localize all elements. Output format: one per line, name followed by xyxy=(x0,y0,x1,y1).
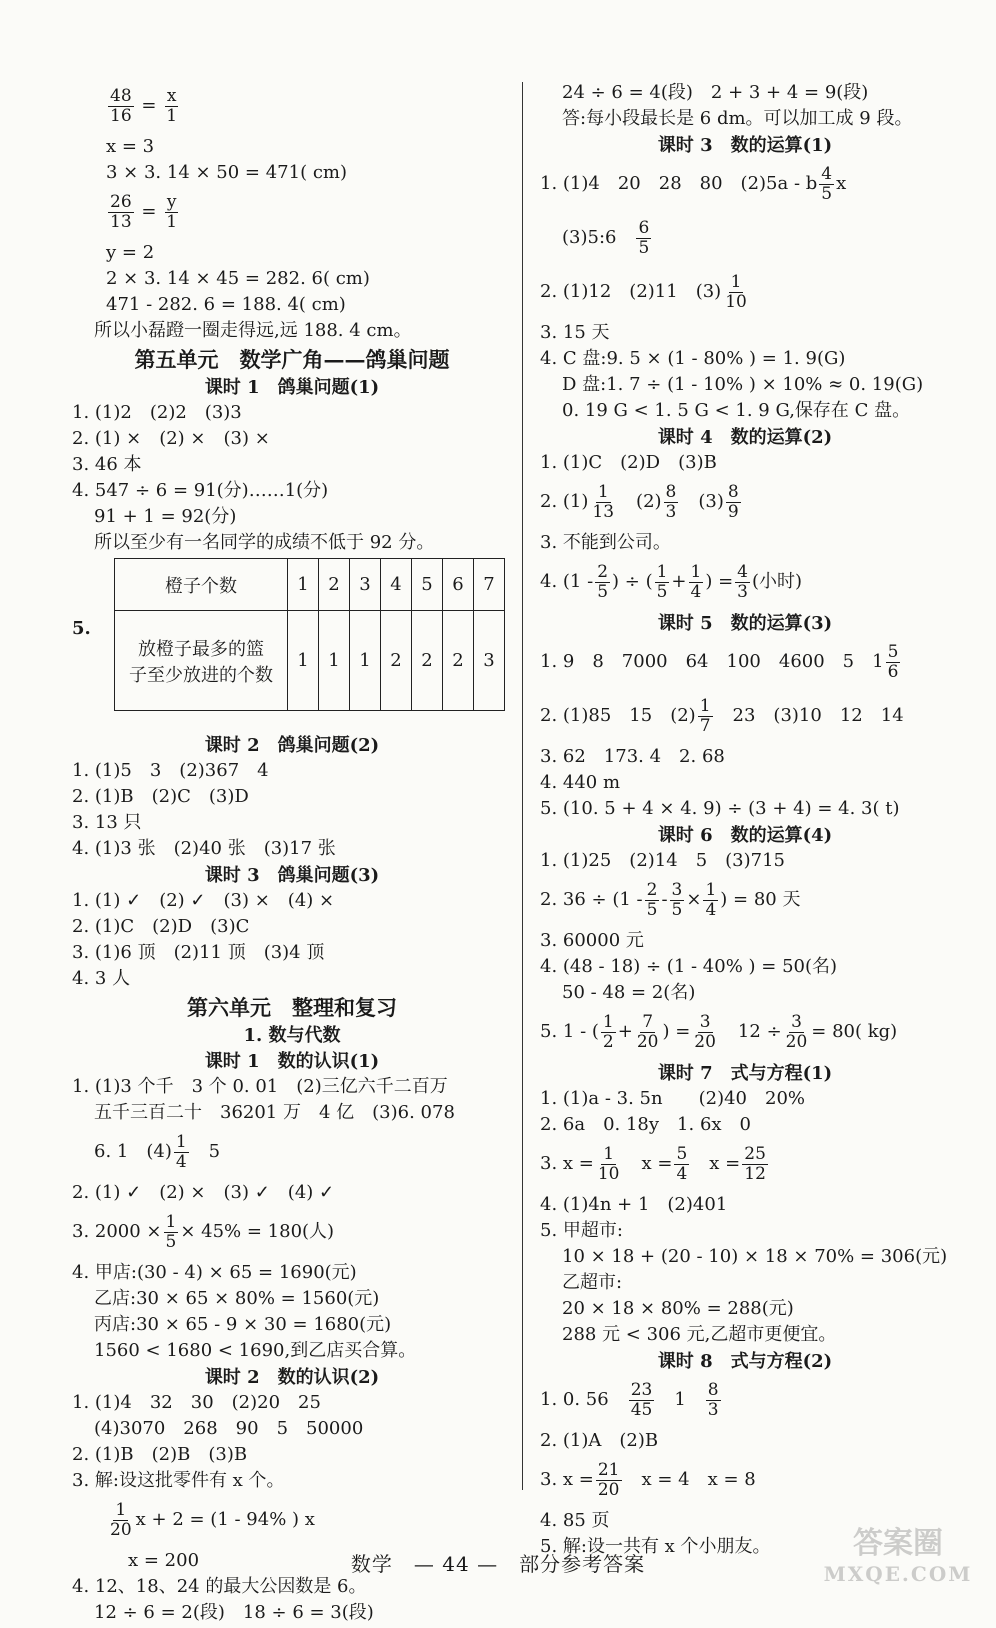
answer-line: 乙超市: xyxy=(562,1272,623,1293)
answer-line: y = 2 xyxy=(106,242,155,263)
table-row xyxy=(115,559,505,611)
answer-line: 5. 1 - ( $\frac{1}{2}$ + $\frac{7}{20}$ ) = $\frac{3}{20}$ 12 ÷ $\frac{3}{20}$ = 80( kg) xyxy=(540,1011,898,1052)
answer-line: D 盘:1. 7 ÷ (1 - 10% ) × 10% ≈ 0. 19(G) xyxy=(562,374,924,395)
table-cell: 1 xyxy=(288,559,319,611)
table-header-cell: 放橙子最多的篮 子至少放进的个数 xyxy=(115,611,288,711)
answer-line: 5. (10. 5 + 4 × 4. 9) ÷ (3 + 4) = 4. 3( t) xyxy=(540,798,900,819)
table-cell: 2 xyxy=(443,611,474,711)
proportion-line-2: $\frac{26}{13}$ = $\frac{y}{1}$ xyxy=(110,191,178,232)
answer-line: 2. (1) $\frac{1}{13}$ (2) $\frac{8}{3}$ (3) $\frac{8}{9}$ xyxy=(540,481,739,522)
answer-line: 4. 甲店:(30 - 4) × 65 = 1690(元) xyxy=(72,1262,357,1283)
proportion-line-1: $\frac{48}{16}$ = $\frac{x}{1}$ xyxy=(110,85,178,126)
answer-line: (4)3070 268 90 5 50000 xyxy=(94,1418,364,1439)
answer-line: 3. 解:设这批零件有 x 个。 xyxy=(72,1470,285,1491)
page-footer: 数学 — 44 — 部分参考答案 xyxy=(350,1552,646,1576)
answer-line: 4. (1 - $\frac{2}{5}$ ) ÷ ( $\frac{1}{5}$ + $\frac{1}{4}$ ) = $\frac{4}{3}$ (小时) xyxy=(540,561,803,602)
left-column xyxy=(72,82,512,1628)
answer-line: 1. (1) ✓ (2) ✓ (3) × (4) × xyxy=(72,890,335,911)
lesson-title: 课时 1 数的认识(1) xyxy=(204,1051,380,1072)
answer-line: 2. (1)85 15 (2) $\frac{1}{7}$ 23 (3)10 12 14 xyxy=(540,695,904,736)
table-header-cell: 橙子个数 xyxy=(115,559,288,611)
answer-table-block xyxy=(72,558,512,726)
answer-line: 1. (1)C (2)D (3)B xyxy=(540,452,717,473)
watermark-logo: 答案圈 MXQE.COM xyxy=(823,1526,973,1586)
table-cell: 2 xyxy=(381,611,412,711)
lesson-title: 课时 6 数的运算(4) xyxy=(657,825,833,846)
table-cell: 2 xyxy=(319,559,350,611)
answer-line: 3. x = $\frac{21}{20}$ x = 4 x = 8 xyxy=(540,1459,756,1500)
answer-line: 所以小磊蹬一圈走得远,远 188. 4 cm。 xyxy=(94,320,412,341)
answer-line: 3. 60000 元 xyxy=(540,930,644,951)
orange-basket-table xyxy=(114,558,505,711)
answer-line: 1560 < 1680 < 1690,到乙店买合算。 xyxy=(94,1340,417,1361)
answer-line: 91 + 1 = 92(分) xyxy=(94,506,237,527)
table-cell: 5 xyxy=(412,559,443,611)
answer-line: 471 - 282. 6 = 188. 4( cm) xyxy=(106,294,346,315)
table-cell: 1 xyxy=(288,611,319,711)
answer-line: 乙店:30 × 65 × 80% = 1560(元) xyxy=(94,1288,380,1309)
column-divider xyxy=(522,82,523,1490)
answer-line: 2 × 3. 14 × 45 = 282. 6( cm) xyxy=(106,268,370,289)
answer-line: 2. (1)C (2)D (3)C xyxy=(72,916,250,937)
answer-line: (3)5:6 $\frac{6}{5}$ xyxy=(562,217,650,258)
answer-line: 4. 85 页 xyxy=(540,1510,610,1531)
table-cell: 7 xyxy=(474,559,505,611)
answer-line: 2. (1)B (2)B (3)B xyxy=(72,1444,248,1465)
answer-line: 4. (48 - 18) ÷ (1 - 40% ) = 50(名) xyxy=(540,956,838,977)
lesson-title: 课时 2 鸽巢问题(2) xyxy=(204,735,380,756)
answer-line: 2. (1) × (2) × (3) × xyxy=(72,428,270,449)
lesson-title: 课时 7 式与方程(1) xyxy=(657,1063,833,1084)
answer-line: 答:每小段最长是 6 dm。可以加工成 9 段。 xyxy=(562,108,913,129)
answer-line: 3. 62 173. 4 2. 68 xyxy=(540,746,725,767)
answer-line: 2. 6a 0. 18y 1. 6x 0 xyxy=(540,1114,751,1135)
answer-line: 4. 12、18、24 的最大公因数是 6。 xyxy=(72,1576,367,1597)
answer-line: 6. 1 (4) $\frac{1}{4}$ 5 xyxy=(94,1131,221,1172)
unit-title: 第五单元 数学广角——鸽巢问题 xyxy=(134,347,450,372)
answer-line: 4. C 盘:9. 5 × (1 - 80% ) = 1. 9(G) xyxy=(540,348,846,369)
unit-title: 第六单元 整理和复习 xyxy=(187,995,397,1020)
answer-line: 3. 13 只 xyxy=(72,812,142,833)
answer-line: 2. (1)12 (2)11 (3) $\frac{1}{10}$ xyxy=(540,271,747,312)
answer-line: 20 × 18 × 80% = 288(元) xyxy=(562,1298,794,1319)
answer-line: x = 3 xyxy=(106,136,155,157)
answer-line: 3. 46 本 xyxy=(72,454,142,475)
table-cell: 1 xyxy=(319,611,350,711)
lesson-title: 课时 8 式与方程(2) xyxy=(657,1351,833,1372)
answer-line: 3. (1)6 顶 (2)11 顶 (3)4 顶 xyxy=(72,942,325,963)
answer-line: 1. (1)4 32 30 (2)20 25 xyxy=(72,1392,321,1413)
answer-line: 1. (1)2 (2)2 (3)3 xyxy=(72,402,242,423)
right-column xyxy=(540,82,950,1562)
answer-line: 4. 3 人 xyxy=(72,968,131,989)
answer-line: 1. (1)a - 3. 5n (2)40 20% xyxy=(540,1088,805,1109)
answer-line: 2. (1)B (2)C (3)D xyxy=(72,786,249,807)
answer-line: $\frac{1}{20}$ x + 2 = (1 - 94% ) x xyxy=(110,1499,315,1540)
answer-line: 50 - 48 = 2(名) xyxy=(562,982,696,1003)
lesson-title: 课时 2 数的认识(2) xyxy=(204,1367,380,1388)
table-cell: 3 xyxy=(474,611,505,711)
answer-line: 3. 15 天 xyxy=(540,322,610,343)
lesson-title: 课时 3 鸽巢问题(3) xyxy=(204,865,380,886)
lesson-title: 课时 4 数的运算(2) xyxy=(657,427,833,448)
answer-line: 3. 2000 × $\frac{1}{5}$ × 45% = 180(人) xyxy=(72,1211,335,1252)
table-cell: 4 xyxy=(381,559,412,611)
lesson-title: 课时 3 数的运算(1) xyxy=(657,135,833,156)
table-cell: 2 xyxy=(412,611,443,711)
answer-line: 2. 36 ÷ (1 - $\frac{2}{5}$ - $\frac{3}{5}$ × $\frac{1}{4}$ ) = 80 天 xyxy=(540,879,801,920)
answer-line: 5. 解:设一共有 x 个小朋友。 xyxy=(540,1536,771,1557)
question-number: 5. xyxy=(72,618,91,639)
answer-line: 五千三百二十 36201 万 4 亿 (3)6. 078 xyxy=(94,1102,455,1123)
answer-line: 3. x = $\frac{1}{10}$ x = $\frac{5}{4}$ x = $\frac{25}{12}$ xyxy=(540,1143,766,1184)
answer-line: 10 × 18 + (20 - 10) × 18 × 70% = 306(元) xyxy=(562,1246,948,1267)
lesson-title: 课时 5 数的运算(3) xyxy=(657,613,833,634)
lesson-title: 课时 1 鸽巢问题(1) xyxy=(204,377,380,398)
table-cell: 3 xyxy=(350,559,381,611)
answer-line: 24 ÷ 6 = 4(段) 2 + 3 + 4 = 9(段) xyxy=(562,82,869,103)
answer-line: 4. (1)3 张 (2)40 张 (3)17 张 xyxy=(72,838,336,859)
answer-line: 0. 19 G < 1. 5 G < 1. 9 G,保存在 C 盘。 xyxy=(562,400,911,421)
answer-line: 1. 0. 56 $\frac{23}{45}$ 1 $\frac{8}{3}$ xyxy=(540,1379,719,1420)
answer-line: 2. (1) ✓ (2) × (3) ✓ (4) ✓ xyxy=(72,1182,335,1203)
answer-line: 1. (1)3 个千 3 个 0. 01 (2)三亿六千二百万 xyxy=(72,1076,448,1097)
answer-line: x = 200 xyxy=(128,1550,200,1571)
answer-line: 1. (1)25 (2)14 5 (3)715 xyxy=(540,850,786,871)
answer-line: 1. (1)4 20 28 80 (2)5a - b $\frac{4}{5}$ x xyxy=(540,163,847,204)
table-cell: 1 xyxy=(350,611,381,711)
answer-line: 5. 甲超市: xyxy=(540,1220,623,1241)
table-row xyxy=(115,611,505,711)
table-cell: 6 xyxy=(443,559,474,611)
answer-line: 4. (1)4n + 1 (2)401 xyxy=(540,1194,728,1215)
answer-line: 3 × 3. 14 × 50 = 471( cm) xyxy=(106,162,348,183)
answer-line: 丙店:30 × 65 - 9 × 30 = 1680(元) xyxy=(94,1314,392,1335)
section-title: 1. 数与代数 xyxy=(243,1025,341,1046)
answer-line: 4. 440 m xyxy=(540,772,621,793)
answer-line: 所以至少有一名同学的成绩不低于 92 分。 xyxy=(94,532,435,553)
answer-line: 288 元 < 306 元,乙超市更便宜。 xyxy=(562,1324,837,1345)
answer-line: 4. 547 ÷ 6 = 91(分)……1(分) xyxy=(72,480,329,501)
answer-line: 1. 9 8 7000 64 100 4600 5 1 $\frac{5}{6}$ xyxy=(540,641,899,682)
answer-line: 2. (1)A (2)B xyxy=(540,1430,659,1451)
answer-line: 1. (1)5 3 (2)367 4 xyxy=(72,760,269,781)
answer-line: 12 ÷ 6 = 2(段) 18 ÷ 6 = 3(段) xyxy=(94,1602,374,1623)
answer-line: 3. 不能到公司。 xyxy=(540,532,671,553)
